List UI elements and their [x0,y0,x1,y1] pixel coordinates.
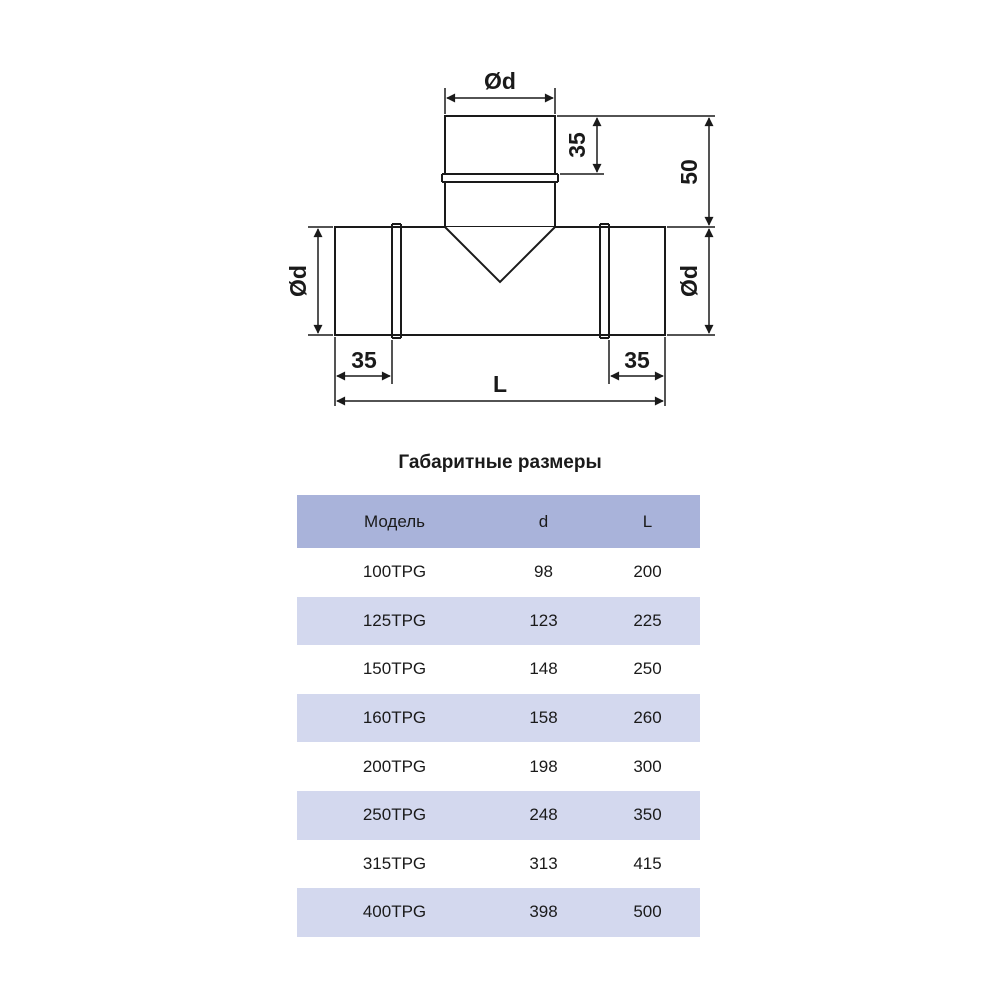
table-row [297,597,700,646]
cell-l: 415 [633,853,662,873]
cell-model: 315TPG [362,853,427,873]
header-d: d [538,511,549,531]
cell-model: 100TPG [362,562,427,582]
cell-l: 260 [633,708,662,728]
cell-d: 248 [529,805,558,825]
cell-model: 160TPG [362,708,427,728]
table-row [297,694,700,743]
cell-d: 398 [529,902,558,922]
cell-l: 300 [633,756,662,776]
cell-model: 250TPG [362,805,427,825]
cell-d: 313 [529,853,558,873]
cell-d: 123 [529,610,558,630]
header-model: Модель [363,511,426,531]
cell-model: 400TPG [362,902,427,922]
cell-l: 250 [633,659,662,679]
top-diameter-label: Ød [484,68,516,94]
right-diameter-label: Ød [676,265,702,297]
table-row [297,645,700,694]
cell-d: 198 [529,756,558,776]
header-l: L [642,511,653,531]
cell-d: 98 [534,562,553,582]
cell-l: 200 [633,562,662,582]
branch-collar-outline [445,116,555,174]
cell-d: 158 [529,708,558,728]
table-header-row [297,495,700,548]
right-collar-label: 35 [624,347,650,373]
table-row [297,548,700,597]
tee-body [335,116,665,338]
table-title: Габаритные размеры [398,452,602,473]
table-row [297,840,700,889]
cell-l: 350 [633,805,662,825]
branch-height-label: 50 [676,159,702,185]
cell-l: 500 [633,902,662,922]
branch-junction [445,227,555,282]
table-row [297,888,700,937]
cell-model: 200TPG [362,756,427,776]
cell-l: 225 [633,610,662,630]
table-row [297,791,700,840]
cell-d: 148 [529,659,558,679]
tee-drawing [0,0,1000,430]
table-row [297,742,700,791]
cell-model: 150TPG [362,659,427,679]
left-collar-label: 35 [351,347,377,373]
cell-model: 125TPG [362,610,427,630]
length-label: L [492,371,508,397]
dimensions-table [297,495,700,937]
left-diameter-label: Ød [285,265,311,297]
branch-collar-label: 35 [564,132,590,158]
